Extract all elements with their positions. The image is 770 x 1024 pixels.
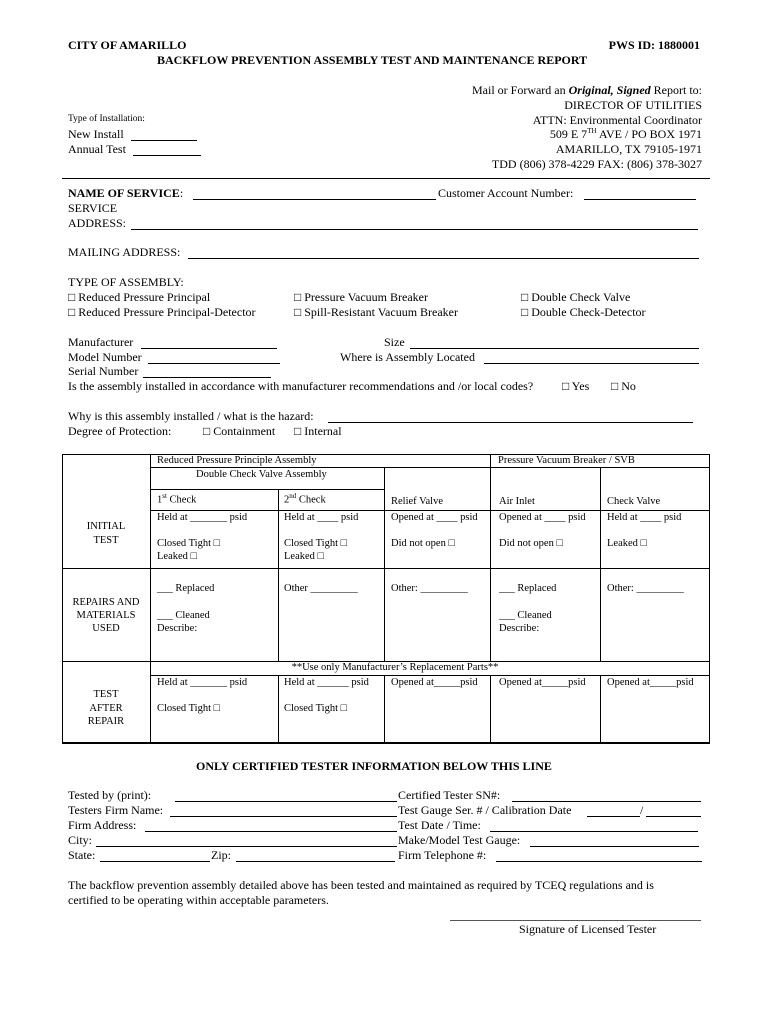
signature-field[interactable] (450, 920, 701, 921)
initial-closed-check1[interactable]: Closed Tight □ (157, 538, 220, 549)
test-date-field[interactable] (490, 831, 698, 832)
option-rpd[interactable]: □ Reduced Pressure Principal-Detector (68, 305, 256, 319)
service-name-field[interactable] (193, 199, 436, 200)
mail-attn: ATTN: Environmental Coordinator (532, 113, 702, 127)
initial-leaked-checkvalve[interactable]: Leaked □ (607, 538, 647, 549)
cert-sn-field[interactable] (512, 801, 701, 802)
mailing-address-field[interactable] (188, 258, 699, 259)
codes-question: Is the assembly installed in accordance with manufacturer recommendations and /or local codes? (68, 379, 534, 393)
pvb-header: Pressure Vacuum Breaker / SVB (498, 455, 635, 466)
degree-label: Degree of Protection: (68, 424, 172, 438)
repairs-describe-1[interactable]: Describe: (157, 623, 198, 634)
service-label: SERVICE (68, 201, 118, 215)
certification-statement-2: certified to be operating within acceptable parameters. (68, 893, 329, 907)
repairs-replaced-1[interactable]: ___ Replaced (157, 583, 215, 594)
tester-heading: ONLY CERTIFIED TESTER INFORMATION BELOW THIS LINE (196, 759, 552, 773)
zip-label: Zip: (211, 848, 231, 862)
after-label-2: AFTER (89, 703, 123, 714)
annual-test-field[interactable] (133, 155, 201, 156)
gauge-serial-field[interactable] (587, 816, 640, 817)
repairs-label-1: REPAIRS AND (72, 597, 140, 608)
initial-held-checkvalve[interactable]: Held at ____ psid (607, 512, 682, 523)
model-field[interactable] (148, 363, 280, 364)
initial-notopen-relief[interactable]: Did not open □ (391, 538, 455, 549)
firm-phone-field[interactable] (496, 861, 702, 862)
certification-statement-1: The backflow prevention assembly detailed above has been tested and maintained as required by TCEQ regulations and is (68, 878, 654, 892)
option-rp[interactable]: □ Reduced Pressure Principal (68, 290, 211, 304)
gauge-slash: / (640, 803, 644, 817)
check-valve-header: Check Valve (607, 496, 661, 507)
account-number-field[interactable] (584, 199, 696, 200)
initial-leaked-check1[interactable]: Leaked □ (157, 551, 197, 562)
initial-test-label-2: TEST (93, 535, 119, 546)
city-field[interactable] (96, 846, 397, 847)
firm-address-label: Firm Address: (68, 818, 137, 832)
after-held-check1[interactable]: Held at _______ psid (157, 677, 248, 688)
codes-yes[interactable]: □ Yes (562, 379, 590, 393)
mail-instruction: Mail or Forward an Original, Signed Report to: (471, 83, 702, 97)
after-label-1: TEST (93, 689, 119, 700)
initial-leaked-check2[interactable]: Leaked □ (284, 551, 324, 562)
service-address-field[interactable] (131, 229, 698, 230)
option-svb[interactable]: □ Spill-Resistant Vacuum Breaker (294, 305, 458, 319)
initial-opened-air[interactable]: Opened at ____ psid (499, 512, 586, 523)
pws-id: PWS ID: 1880001 (608, 38, 700, 52)
firm-address-field[interactable] (145, 831, 397, 832)
tested-by-label: Tested by (print): (68, 788, 152, 802)
repairs-other-1[interactable]: Other _________ (284, 583, 358, 594)
repairs-other-3[interactable]: Other: _________ (607, 583, 684, 594)
initial-opened-relief[interactable]: Opened at ____ psid (391, 512, 478, 523)
first-check-header: 1st Check (157, 492, 197, 506)
make-model-label: Make/Model Test Gauge: (398, 833, 521, 847)
size-label: Size (384, 335, 405, 349)
after-closed-check2[interactable]: Closed Tight □ (284, 703, 347, 714)
after-opened-relief[interactable]: Opened at_____psid (391, 677, 478, 688)
size-field[interactable] (410, 348, 699, 349)
relief-valve-header: Relief Valve (391, 496, 443, 507)
new-install-field[interactable] (131, 140, 197, 141)
initial-closed-check2[interactable]: Closed Tight □ (284, 538, 347, 549)
initial-held-check1[interactable]: Held at _______ psid (157, 512, 248, 523)
after-held-check2[interactable]: Held at ______ psid (284, 677, 369, 688)
mail-phone: TDD (806) 378-4229 FAX: (806) 378-3027 (491, 157, 702, 171)
service-name-label: NAME OF SERVICE: (68, 186, 184, 200)
state-label: State: (68, 848, 96, 862)
make-model-field[interactable] (530, 846, 699, 847)
mail-street: 509 E 7TH AVE / PO BOX 1971 (549, 127, 702, 141)
repairs-cleaned-2[interactable]: ___ Cleaned (499, 610, 552, 621)
after-opened-air[interactable]: Opened at_____psid (499, 677, 586, 688)
dc-header: Double Check Valve Assembly (196, 469, 327, 480)
repairs-replaced-2[interactable]: ___ Replaced (499, 583, 557, 594)
state-field[interactable] (100, 861, 210, 862)
hazard-label: Why is this assembly installed / what is the hazard: (68, 409, 314, 423)
parts-note: **Use only Manufacturer’s Replacement Parts** (291, 662, 499, 673)
hazard-field[interactable] (328, 422, 693, 423)
test-date-label: Test Date / Time: (398, 818, 481, 832)
manufacturer-field[interactable] (141, 348, 277, 349)
initial-held-check2[interactable]: Held at ____ psid (284, 512, 359, 523)
option-dcv[interactable]: □ Double Check Valve (521, 290, 631, 304)
signature-label: Signature of Licensed Tester (519, 922, 657, 936)
model-label: Model Number (68, 350, 142, 364)
installation-type-label: Type of Installation: (68, 114, 145, 124)
city-name: CITY OF AMARILLO (68, 38, 187, 52)
second-check-header: 2nd Check (284, 492, 326, 506)
zip-field[interactable] (236, 861, 395, 862)
mailing-address-label: MAILING ADDRESS: (68, 245, 181, 259)
repairs-label-2: MATERIALS (76, 610, 136, 621)
firm-phone-label: Firm Telephone #: (398, 848, 487, 862)
location-field[interactable] (484, 363, 699, 364)
manufacturer-label: Manufacturer (68, 335, 134, 349)
after-label-3: REPAIR (87, 716, 125, 727)
internal-option[interactable]: □ Internal (294, 424, 342, 438)
account-number-label: Customer Account Number: (438, 186, 574, 200)
after-opened-checkvalve[interactable]: Opened at_____psid (607, 677, 694, 688)
cert-sn-label: Certified Tester SN#: (398, 788, 501, 802)
after-closed-check1[interactable]: Closed Tight □ (157, 703, 220, 714)
serial-label: Serial Number (68, 364, 139, 378)
serial-field[interactable] (143, 377, 271, 378)
report-title: BACKFLOW PREVENTION ASSEMBLY TEST AND MAINTENANCE REPORT (157, 53, 588, 67)
city-label: City: (68, 833, 93, 847)
service-address-label: ADDRESS: (68, 216, 127, 230)
mail-city: AMARILLO, TX 79105-1971 (555, 142, 702, 156)
option-dcd[interactable]: □ Double Check-Detector (521, 305, 646, 319)
codes-no[interactable]: □ No (611, 379, 636, 393)
gauge-label: Test Gauge Ser. # / Calibration Date (398, 803, 572, 817)
containment-option[interactable]: □ Containment (203, 424, 276, 438)
initial-notopen-air[interactable]: Did not open □ (499, 538, 563, 549)
rp-header: Reduced Pressure Principle Assembly (157, 455, 317, 466)
firm-name-field[interactable] (170, 816, 397, 817)
assembly-type-label: TYPE OF ASSEMBLY: (68, 275, 184, 289)
location-label: Where is Assembly Located (340, 350, 475, 364)
annual-test-label: Annual Test (68, 142, 126, 156)
mail-director: DIRECTOR OF UTILITIES (564, 98, 702, 112)
repairs-label-3: USED (92, 623, 120, 634)
repairs-other-2[interactable]: Other: _________ (391, 583, 468, 594)
repairs-cleaned-1[interactable]: ___ Cleaned (157, 610, 210, 621)
new-install-label: New Install (68, 127, 124, 141)
initial-test-label-1: INITIAL (86, 521, 126, 532)
air-inlet-header: Air Inlet (499, 496, 535, 507)
calibration-date-field[interactable] (646, 816, 701, 817)
tested-by-field[interactable] (175, 801, 397, 802)
firm-name-label: Testers Firm Name: (68, 803, 164, 817)
option-pvb[interactable]: □ Pressure Vacuum Breaker (294, 290, 428, 304)
repairs-describe-2[interactable]: Describe: (499, 623, 540, 634)
separator-top (62, 178, 710, 179)
